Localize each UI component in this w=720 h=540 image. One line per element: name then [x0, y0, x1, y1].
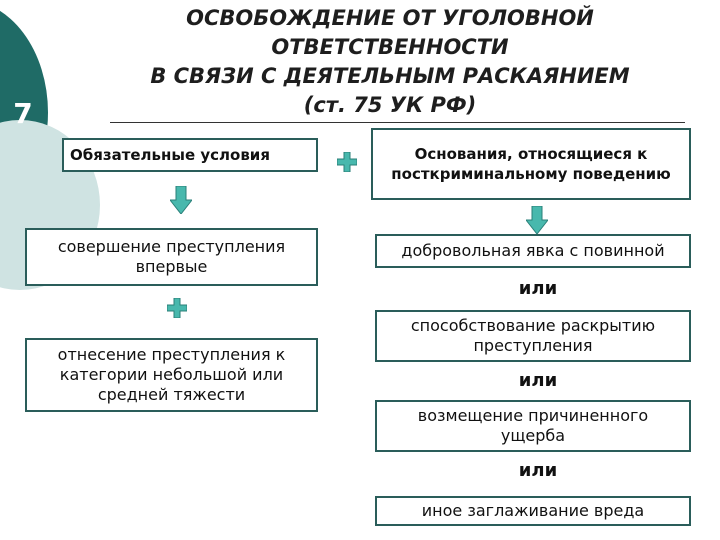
- down-arrow-icon: [526, 206, 548, 234]
- condition-offense-category: [25, 338, 318, 412]
- ground-assist-disclosure: [375, 310, 691, 362]
- ground-assist-disclosure-text: способствование раскрытию преступления: [410, 316, 656, 355]
- ground-damage-compensation-text: возмещение причиненного ущерба: [417, 406, 649, 445]
- condition-first-offense-text: совершение преступления впервые: [57, 237, 286, 276]
- down-arrow-icon: [170, 186, 192, 214]
- or-separator: или: [518, 278, 558, 299]
- plus-icon: [337, 152, 357, 172]
- title-divider: [110, 122, 685, 123]
- title-line-4: (ст. 75 УК РФ): [303, 93, 477, 117]
- condition-offense-category-text: отнесение преступления к категории небольшой или средней тяжести: [57, 345, 286, 404]
- post-crime-grounds-label: Основания, относящиеся к посткриминальному поведению: [391, 145, 671, 183]
- slide-title: [95, 4, 685, 120]
- ground-damage-compensation: [375, 400, 691, 452]
- ground-voluntary-surrender-text: добровольная явка с повинной: [401, 241, 665, 260]
- slide-number: 7: [13, 97, 33, 130]
- ground-voluntary-surrender: [375, 234, 691, 268]
- post-crime-grounds-header: [371, 128, 691, 200]
- or-separator: или: [518, 370, 558, 391]
- condition-first-offense: [25, 228, 318, 286]
- or-separator: или: [518, 460, 558, 481]
- title-line-3: В СВЯЗИ С ДЕЯТЕЛЬНЫМ РАСКАЯНИЕМ: [150, 64, 630, 88]
- ground-other-reparation-text: иное заглаживание вреда: [421, 501, 645, 520]
- mandatory-conditions-label: Обязательные условия: [70, 146, 270, 164]
- mandatory-conditions-header: [62, 138, 318, 172]
- title-line-2: ОТВЕТСТВЕННОСТИ: [271, 35, 509, 59]
- plus-icon: [167, 298, 187, 318]
- title-line-1: ОСВОБОЖДЕНИЕ ОТ УГОЛОВНОЙ: [186, 6, 594, 30]
- ground-other-reparation: [375, 496, 691, 526]
